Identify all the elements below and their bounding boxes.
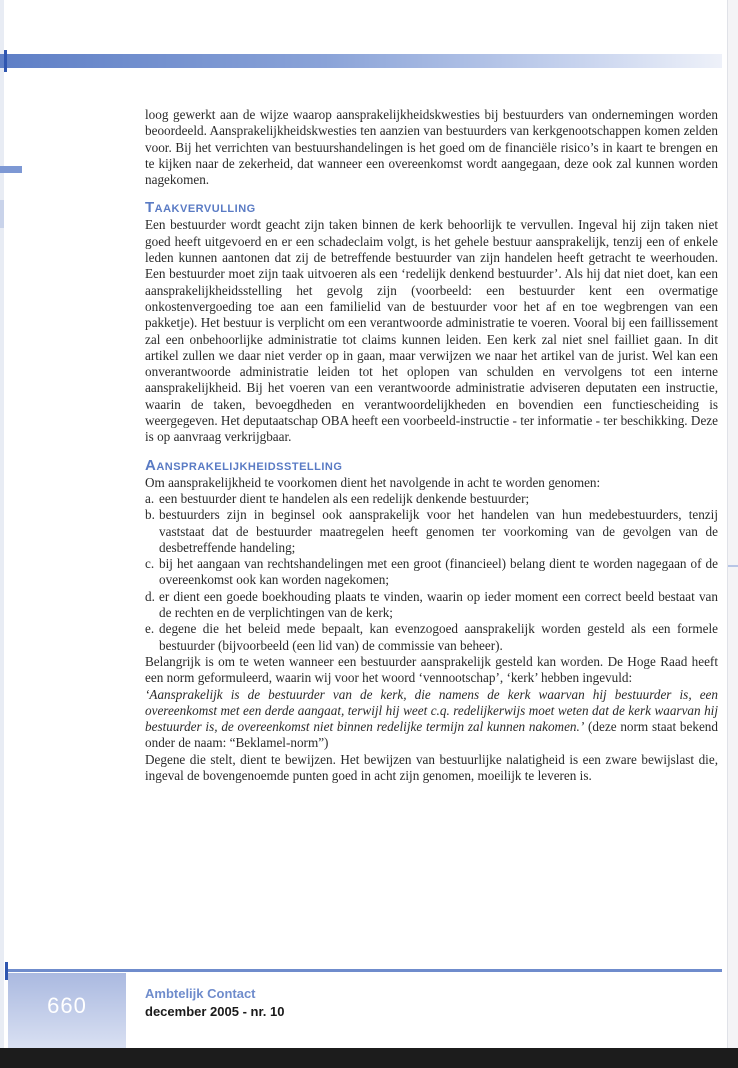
header-color-band xyxy=(0,54,722,68)
margin-shadow xyxy=(0,200,4,228)
list-item xyxy=(145,621,718,654)
list-letter: a. xyxy=(145,490,155,506)
list-item xyxy=(145,491,718,507)
beklamel-quote-paragraph xyxy=(145,687,718,752)
closing-paragraph: Degene die stelt, dient te bewijzen. Het bewijzen van bestuurlijke nalatigheid is een zware bewijslast die, ingeval de bovengenoemde punten goed in acht zijn genomen, moeilijk te leveren is. xyxy=(145,751,718,783)
footer-rule xyxy=(8,969,722,972)
list-letter: d. xyxy=(145,588,155,604)
list-item-text: degene die het beleid mede bepaalt, kan evenzogoed aansprakelijk worden gesteld als een formele bestuurder (bijvoorbeeld (een lid van) de commissie van beheer). xyxy=(159,621,718,653)
list-item-text: bij het aangaan van rechtshandelingen met een groot (financieel) belang dient te worden nagegaan of de overeenkomst ook kan worden nagekomen; xyxy=(159,556,718,588)
list-item xyxy=(145,589,718,622)
after-list-paragraph: Belangrijk is om te weten wanneer een bestuurder aansprakelijk gesteld kan worden. De Hoge Raad heeft een norm geformuleerd, waarin wij voor het woord ‘vennootschap’, ‘kerk’ hebben ingevuld: xyxy=(145,653,718,686)
section-heading-taakvervulling: Taakvervulling xyxy=(145,199,256,217)
list-item-text: er dient een goede boekhouding plaats te vinden, waarin op ieder moment een correct beeld bestaat van de rechten en de verplichtingen van de kerk; xyxy=(159,588,718,621)
list-letter: b. xyxy=(145,507,155,523)
quote-note: (deze norm staat bekend onder de naam: “Beklamel-norm”) xyxy=(145,719,718,751)
intro-paragraph: loog gewerkt aan de wijze waarop aansprakelijkheidskwesties bij bestuurders van ondernemingen worden beoordeeld. Aansprakelijkheidskwesties ten aanzien van bestuurders van kerkgenootschappen komen zelden voor. Bij het verrichten van bestuurshandelingen is het goed om de financiële risico’s in kaart te brengen en te kijken naar de zekerheid, dat wanneer een overeenkomst wordt aangegaan, deze ook zal kunnen worden nagekomen. xyxy=(145,107,718,188)
scan-edge-right xyxy=(727,0,738,1068)
taakvervulling-paragraph: Een bestuurder wordt geacht zijn taken binnen de kerk behoorlijk te vervullen. Ingeval hij zijn taken niet goed heeft uitgevoerd en er een schadeclaim volgt, is het gehele bestuur aansprakelijk, tenzij een of enkele leden kunnen aantonen dat zij de betreffende bestuurder van zijn handelen heeft getracht te weerhouden. Een bestuurder moet zijn taak uitvoeren als een ‘redelijk denkend bestuurder’. Als hij dat niet doet, kan een aansprakelijkheidsstelling het gevolg zijn (voorbeeld: een bestuurder kent een overmatige onkostenvergoeding toe aan een familielid van de bestuurder voor het af en toe wegbrengen van een pakketje). Het bestuur is verplicht om een verantwoorde administratie te voeren. Vooral bij een faillissement zal een onbehoorlijke administratie tot claims kunnen leiden. Een kerk zal niet snel failliet gaan. In dit artikel zullen we daar niet verder op in gaan, maar verwijzen we naar het artikel van de jurist. Wel kan een onverantwoorde administratie leiden tot het oplopen van schulden en vervolgens tot een interne aansprakelijkheid. Bij het voeren van een verantwoorde administratie adviseren deputaten een instructie, waarin de taken, bevoegdheden en verantwoordelijkheden en bovendien een functiescheiding is weergegeven. Het deputaatschap OBA heeft een voorbeeld-instructie - ter informatie - ter beschikking. Deze is op aanvraag verkrijgbaar. xyxy=(145,217,718,445)
article-body xyxy=(145,107,718,784)
aansprakelijkheid-lead: Om aansprakelijkheid te voorkomen dient het navolgende in acht te worden genomen: xyxy=(145,474,601,490)
scan-bottom-edge xyxy=(0,1048,738,1068)
right-margin-tick xyxy=(728,565,738,567)
list-letter: c. xyxy=(145,556,155,572)
list-item xyxy=(145,507,718,556)
publication-info xyxy=(145,985,284,1021)
list-item xyxy=(145,556,718,589)
list-item-text: bestuurders zijn in beginsel ook aansprakelijk voor het handelen van hun medebestuurders, tenzij vaststaat dat de bestuurder maatregelen heeft genomen ter voorkoming van de gevolgen van de desbetreffende handeling; xyxy=(159,507,718,555)
scan-edge-left xyxy=(0,0,4,1068)
page-number: 660 xyxy=(47,993,87,1018)
section-heading-aansprakelijkheidsstelling: Aansprakelijkheidsstelling xyxy=(145,456,343,474)
magazine-issue: december 2005 - nr. 10 xyxy=(145,1004,285,1019)
list-item-text: een bestuurder dient te handelen als een redelijk denkende bestuurder; xyxy=(159,490,530,506)
page-number-box xyxy=(8,973,126,1048)
header-band-tick xyxy=(4,50,7,72)
requirements-list xyxy=(145,491,718,654)
beklamel-quote: ‘Aansprakelijk is de bestuurder van de kerk, die namens de kerk waarvan hij bestuurder is, een overeenkomst met een derde aangaat, terwijl hij weet c.q. redelijkerwijs moet weten dat de kerk waarvan hij bestuurder is, de overeenkomst niet binnen redelijke termijn zal kunnen nakomen.’ xyxy=(145,686,718,735)
margin-marker xyxy=(0,166,22,173)
list-letter: e. xyxy=(145,621,155,637)
magazine-name: Ambtelijk Contact xyxy=(145,986,256,1001)
